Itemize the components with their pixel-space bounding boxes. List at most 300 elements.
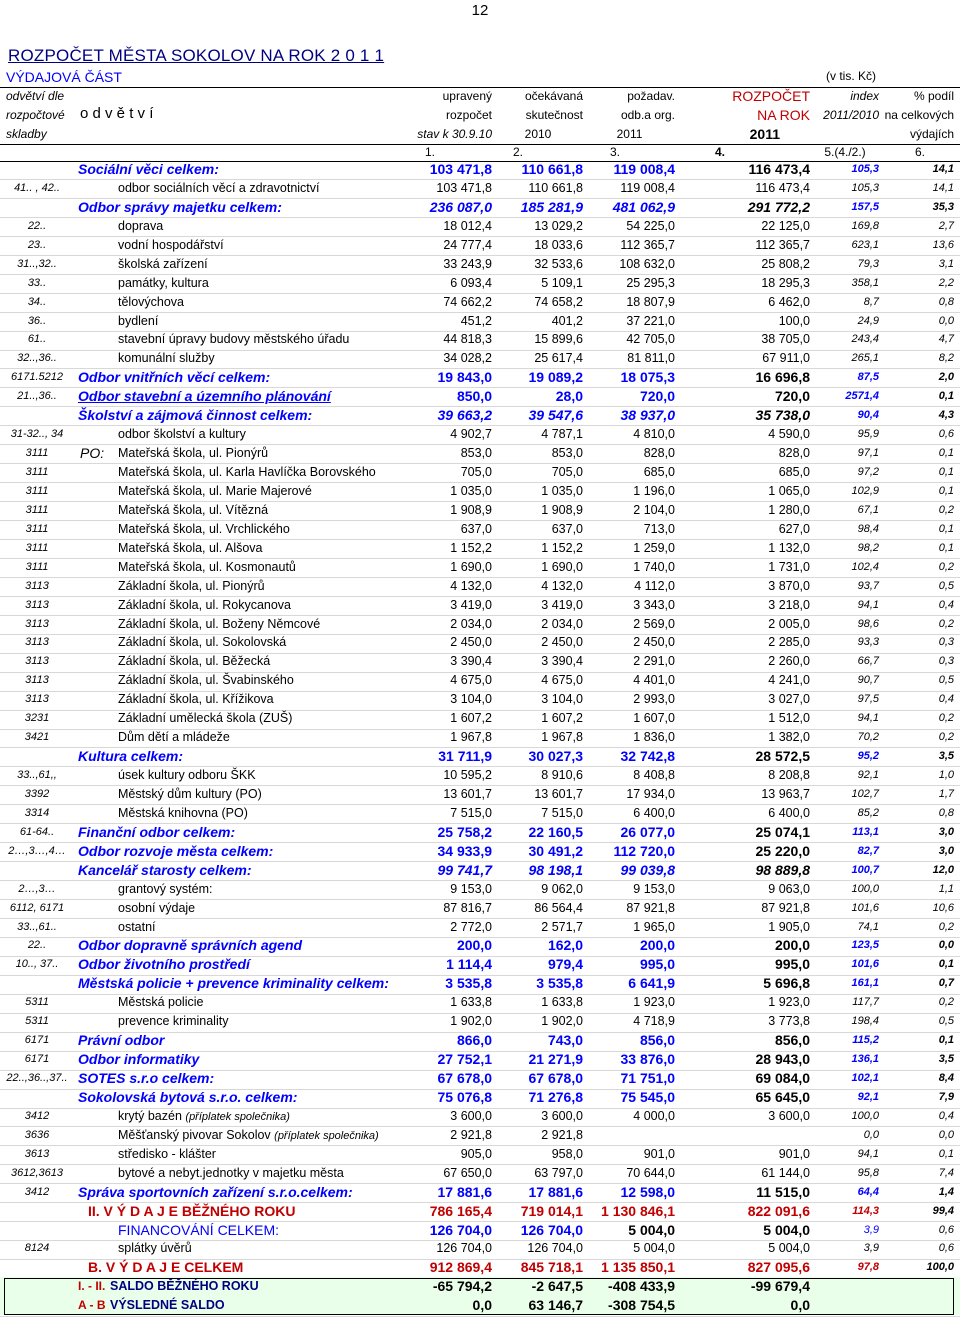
row-name-text: grantový systém: [118,881,213,896]
cell-col3: 2 104,0 [633,502,675,517]
row-code: 3612,3613 [11,1166,63,1179]
cell-col2: 1 690,0 [541,559,583,574]
cell-col3: 4 112,0 [634,578,675,593]
cell-col6: 35,3 [932,200,954,213]
cell-col1: 17 881,6 [437,1183,492,1200]
cell-col1: 1 902,0 [450,1014,492,1029]
table-row [0,615,960,634]
row-name [118,596,291,615]
cell-col5: 101,6 [851,901,879,914]
table-row [0,1221,960,1240]
row-name-text: Kultura celkem: [78,748,184,765]
cell-col2: 3 390,4 [541,654,583,669]
cell-col2: 2 450,0 [541,635,583,650]
cell-col3: 2 993,0 [633,692,675,707]
row-code: 3412 [24,1109,50,1122]
cell-col3: 25 295,3 [626,275,675,290]
cell-col6: 0,0 [938,1128,954,1141]
row-code: 33.. [27,276,47,289]
cell-col1: 7 515,0 [450,805,492,820]
cell-col6: 0,1 [938,466,954,478]
header-c3-line2: skutečnost [525,108,583,122]
row-name [78,406,312,425]
row-name [118,539,263,558]
cell-col2: 3 535,8 [536,975,583,992]
table-row [0,842,960,861]
row-name-text: Mateřská škola, ul. Pionýrů [118,446,269,461]
cell-col1: 44 818,3 [443,332,492,347]
table-row [0,217,960,236]
cell-col4: 827 095,6 [747,1259,810,1276]
cell-col1: 2 772,0 [450,919,492,934]
table-row [0,160,960,179]
table-row [0,728,960,747]
row-code: 3113 [25,617,49,630]
row-name [118,217,163,236]
cell-col2: 185 281,9 [520,198,583,215]
cell-col5: 100,0 [851,1109,879,1122]
row-code: 3111 [25,484,49,497]
row-name [78,974,389,993]
row-code: 3111 [25,560,49,573]
cell-col3: -308 754,5 [608,1297,675,1314]
row-name [78,747,183,766]
header-c6-line1: index [850,89,879,103]
table-row [0,936,960,955]
row-name [78,1183,353,1202]
row-name-text: doprava [118,218,164,233]
cell-col4: 35 738,0 [755,407,810,424]
cell-col1: 200,0 [456,937,492,954]
cell-col4: 5 004,0 [768,1241,810,1256]
cell-col4: 1 065,0 [768,483,810,498]
header-c5-line1: ROZPOČET [732,88,810,104]
cell-col5: 98,6 [857,617,879,630]
row-name [118,690,274,709]
table-row [0,274,960,293]
header-num-6: 6. [914,145,925,159]
cell-col1: 13 601,7 [443,786,492,801]
cell-col3: 99 039,8 [620,861,675,878]
cell-col2: 17 881,6 [528,1183,583,1200]
cell-col3: 1 965,0 [633,919,675,934]
row-name-text: Městský dům kultury (PO) [118,786,262,801]
cell-col4: 28 572,5 [755,748,810,765]
cell-col4: 38 705,0 [761,332,810,347]
cell-col1: 31 711,9 [438,748,492,765]
cell-col1: 87 816,7 [443,900,492,915]
row-name [118,918,156,937]
cell-col3: 2 291,0 [633,654,675,669]
cell-col2: 30 491,2 [528,842,583,859]
row-name [118,1221,279,1240]
row-name-text: komunální služby [118,351,215,366]
row-code: 3113 [25,579,49,592]
cell-col5: 100,7 [851,863,879,876]
cell-col2: 32 533,6 [534,256,583,271]
cell-col4: 1 905,0 [768,919,810,934]
cell-col2: -2 647,5 [531,1278,583,1295]
row-name-text: Odbor správy majetku celkem: [78,198,282,215]
cell-col4: 3 870,0 [768,578,810,593]
row-name-text: Dům dětí a mládeže [118,730,230,745]
cell-col4: 25 074,1 [755,823,810,840]
row-name [118,520,290,539]
cell-col6: 3,5 [938,750,954,763]
row-name-text: Mateřská škola, ul. Kosmonautů [118,559,296,574]
cell-col2: 126 704,0 [527,1241,583,1256]
cell-col3: 2 450,0 [633,635,675,650]
cell-col3: 38 937,0 [620,407,675,424]
row-code: 2…,3…,4… [8,844,66,857]
table-row [0,1069,960,1088]
table-row [0,482,960,501]
cell-col4: 4 590,0 [768,427,810,442]
cell-col4: 22 125,0 [761,218,810,233]
row-name-text: středisko - klášter [118,1146,216,1161]
row-code: 41.. , 42.. [14,181,60,194]
row-name-text: památky, kultura [118,275,209,290]
table-row [0,785,960,804]
cell-col1: 1 690,0 [450,559,492,574]
cell-col3: 713,0 [643,521,675,536]
cell-col4: 3 027,0 [768,692,810,707]
cell-col5: 117,7 [852,996,879,1009]
cell-col2: 743,0 [547,1032,583,1049]
row-name [118,880,212,899]
row-name-text: Odbor informatiky [78,1051,200,1068]
cell-col6: 7,4 [938,1166,954,1179]
cell-col4: 3 600,0 [768,1108,810,1123]
row-prefix: PO: [80,445,105,462]
cell-col4: 822 091,6 [747,1202,810,1219]
cell-col1: 2 034,0 [450,616,492,631]
table-row [0,1202,960,1221]
table-row [0,255,960,274]
cell-col6: 3,0 [938,844,954,857]
row-name [88,1258,243,1277]
cell-col3: 4 718,9 [633,1014,675,1029]
row-name [78,823,235,842]
cell-col2: 719 014,1 [520,1202,583,1219]
cell-col3: 481 062,9 [612,198,675,215]
table-row [0,293,960,312]
cell-col5: 67,1 [857,503,879,516]
row-code: 3613 [24,1147,50,1160]
cell-col2: 25 617,4 [534,351,583,366]
cell-col5: 97,2 [857,466,879,478]
row-name [118,444,268,463]
table-row [0,1088,960,1107]
cell-col4: 901,0 [778,1146,810,1161]
table-row [0,577,960,596]
cell-col5: 95,9 [857,428,879,441]
row-name-text: Základní škola, ul. Rokycanova [118,597,292,612]
cell-col2: 28,0 [555,388,583,405]
row-code: 3111 [25,522,49,535]
cell-col6: 3,1 [938,257,954,270]
row-code: 3113 [25,598,49,611]
row-name-text: Základní škola, ul. Boženy Němcové [118,616,321,631]
cell-col4: 11 515,0 [756,1183,810,1200]
table-row [0,1145,960,1164]
cell-col3: 1 130 846,1 [601,1202,675,1219]
cell-col3: 1 836,0 [633,730,675,745]
cell-col6: 8,2 [938,352,954,365]
cell-col1: 2 921,8 [450,1127,492,1142]
cell-col3: 33 876,0 [620,1051,675,1068]
row-name-text: odbor školství a kultury [118,427,246,442]
cell-col5: 98,4 [857,522,879,535]
header-c2-line3: stav k 30.9.10 [417,127,492,141]
table-row [0,709,960,728]
cell-col2: 1 633,8 [541,995,583,1010]
cell-col2: 22 160,5 [528,823,583,840]
cell-col1: 236 087,0 [429,198,492,215]
row-name [118,274,209,293]
row-name-text: Mateřská škola, ul. Karla Havlíčka Borovského [118,465,376,479]
row-name [118,766,256,785]
cell-col3: 119 008,4 [613,161,675,177]
cell-col3: 6 400,0 [633,805,675,820]
cell-col2: 1 035,0 [541,483,583,498]
cell-col6: 2,0 [938,371,954,384]
row-name-text: II. V Ý D A J E BĚŽNÉHO ROKU [88,1202,296,1219]
cell-col5: 243,4 [851,333,879,346]
cell-col4: 61 144,0 [761,1165,810,1180]
row-name [118,1145,216,1164]
cell-col5: 102,7 [851,787,879,800]
cell-col5: 105,3 [851,163,879,175]
row-code: 21..,36.. [17,390,57,403]
cell-col5: 8,7 [863,295,879,308]
cell-col6: 10,6 [932,901,954,914]
cell-col3: 12 598,0 [620,1183,675,1200]
cell-col2: 4 787,1 [541,427,583,442]
row-name [78,842,273,861]
header-num-4: 4. [714,145,725,159]
cell-col4: 67 911,0 [762,351,810,366]
row-code: 33..,61.. [17,920,57,933]
cell-col4: 3 773,8 [768,1014,810,1029]
header-c0-line3: skladby [6,127,47,141]
cell-col2: 853,0 [551,446,583,461]
cell-col5: 101,6 [851,958,879,971]
cell-col5: 95,2 [857,750,879,763]
cell-col2: 4 132,0 [541,578,583,593]
cell-col6: 0,5 [938,1015,954,1028]
row-code: 3111 [25,466,49,478]
cell-col1: 25 758,2 [437,823,492,840]
row-code: 3231 [24,712,50,725]
table-row [0,1107,960,1126]
row-code: I. - II. [78,1279,106,1294]
table-row [0,955,960,974]
cell-col5: 157,5 [851,200,879,213]
row-code: 34.. [27,295,47,308]
row-name-text: prevence kriminality [118,1014,229,1029]
header-c7-line1: % podíl [913,89,954,103]
row-name [118,463,376,482]
cell-col2: 67 678,0 [528,1070,583,1086]
cell-col1: 705,0 [460,465,492,479]
cell-col5: 2571,4 [845,390,879,403]
cell-col3: 112 720,0 [613,842,675,859]
table-row [0,406,960,425]
row-code: 3113 [25,693,49,706]
cell-col4: 1 382,0 [768,730,810,745]
cell-col4: 28 943,0 [755,1051,810,1068]
cell-col4: 98 889,8 [755,861,810,878]
cell-col6: 99,4 [932,1204,954,1217]
row-code: 5311 [25,996,49,1009]
saldo-box [4,1278,954,1315]
row-code: A - B [78,1298,106,1313]
cell-col3: 828,0 [643,446,675,461]
row-code: 3636 [24,1128,50,1141]
cell-col6: 2,2 [938,276,954,289]
row-code: 36.. [27,314,47,327]
cell-col6: 0,1 [938,484,954,497]
row-note: (příplatek společnika) [185,1110,290,1123]
cell-col2: 126 704,0 [520,1221,583,1238]
cell-col1: 75 076,8 [437,1088,492,1105]
cell-col4: 6 462,0 [768,294,810,309]
cell-col4: 25 808,2 [761,256,810,271]
table-header [0,87,960,160]
header-c2-line1: upravený [442,89,492,103]
header-num-3: 3. [609,145,620,159]
cell-col5: 92,1 [857,1090,879,1103]
row-name-text: osobní výdaje [118,900,196,915]
cell-col5: 74,1 [857,920,879,933]
row-name-text: Mateřská škola, ul. Vrchlického [118,521,290,536]
cell-col1: 33 243,9 [443,256,492,271]
table-row [0,974,960,993]
cell-col2: 3 600,0 [541,1108,583,1123]
cell-col6: 0,8 [938,806,954,819]
cell-col2: 98 198,1 [528,861,583,878]
cell-col3: 1 740,0 [633,559,675,574]
header-num-1: 1. [424,145,435,159]
cell-col1: 27 752,1 [437,1051,492,1068]
cell-col4: 685,0 [778,465,810,479]
row-code: 32..,36.. [17,352,57,365]
table-row [0,766,960,785]
cell-col2: 110 661,8 [528,180,583,195]
header-c3-line3: 2010 [524,127,552,141]
cell-col6: 0,1 [938,390,954,403]
cell-col2: 63 797,0 [534,1165,583,1180]
cell-col3: 1 135 850,1 [601,1259,675,1276]
row-name [118,293,184,312]
cell-col5: 94,1 [857,598,879,611]
cell-col6: 12,0 [932,863,954,876]
row-name-text: VÝSLEDNÉ SALDO [110,1298,225,1313]
row-code: 31..,32.. [17,257,57,270]
row-name [78,861,252,880]
row-name-text: Základní škola, ul. Křížikova [118,692,274,707]
cell-col3: 856,0 [639,1032,675,1049]
row-name-text: FINANCOVÁNÍ CELKEM: [118,1221,280,1238]
cell-col2: 30 027,3 [528,748,583,765]
row-name [78,1031,164,1050]
cell-col4: 13 963,7 [761,786,810,801]
row-code: 33..,61,, [17,769,57,781]
cell-col4: 69 084,0 [755,1070,810,1086]
table-row [0,558,960,577]
cell-col6: 0,1 [938,1034,954,1047]
cell-col1: 6 093,4 [450,275,492,290]
row-name-text: odbor sociálních věcí a zdravotnictví [118,180,320,195]
cell-col1: 67 678,0 [437,1070,492,1086]
cell-col6: 0,1 [938,958,954,971]
cell-col3: 108 632,0 [619,256,675,271]
row-name-text: B. V Ý D A J E CELKEM [88,1259,244,1276]
table-row [0,1050,960,1069]
row-code: 3111 [25,503,49,516]
cell-col1: 3 535,8 [445,975,492,992]
cell-col6: 4,3 [938,409,954,422]
cell-col3: 5 004,0 [628,1221,675,1238]
row-name [118,899,195,918]
table-row [0,861,960,880]
cell-col3: 4 810,0 [633,427,675,442]
cell-col1: 850,0 [456,388,492,405]
cell-col6: 1,1 [938,882,954,895]
row-name [118,236,224,255]
row-name-text: bydlení [118,313,159,328]
cell-col1: 1 967,8 [450,730,492,745]
row-name [118,785,262,804]
table-row [0,1164,960,1183]
cell-col2: 15 899,6 [534,332,583,347]
cell-col2: 86 564,4 [534,900,583,915]
cell-col4: 16 696,8 [755,369,810,386]
table-row [0,501,960,520]
row-code: 31-32.., 34 [10,428,64,441]
cell-col1: 103 471,8 [429,161,492,177]
cell-col5: 114,3 [852,1204,879,1217]
cell-col4: 6 400,0 [768,805,810,820]
row-code: 8124 [24,1242,50,1255]
row-name-text: ostatní [118,919,156,934]
cell-col5: 90,4 [857,409,879,422]
cell-col6: 14,1 [932,181,954,194]
cell-col5: 161,1 [851,977,879,990]
table-row [0,1258,960,1277]
cell-col6: 2,7 [938,219,954,232]
cell-col1: 24 777,4 [443,237,492,252]
cell-col4: 100,0 [778,313,810,328]
table-row [0,236,960,255]
row-name [118,425,246,444]
cell-col3: 995,0 [639,956,675,973]
cell-col5: 64,4 [857,1185,879,1198]
cell-col3: 6 641,9 [628,975,675,992]
cell-col6: 0,1 [938,541,954,554]
cell-col4: 1 132,0 [768,540,810,555]
cell-col1: 1 908,9 [450,502,492,517]
cell-col1: 99 741,7 [437,861,492,878]
table-row [0,198,960,217]
row-name-text: úsek kultury odboru ŠKK [118,768,256,782]
cell-col1: 0,0 [472,1297,492,1314]
cell-col5: 98,2 [857,541,879,554]
row-name-text: Správa sportovních zařízení s.r.o.celkem: [78,1183,353,1200]
cell-col3: 71 751,0 [620,1070,675,1086]
header-c6-line2: 2011/2010 [823,108,879,122]
